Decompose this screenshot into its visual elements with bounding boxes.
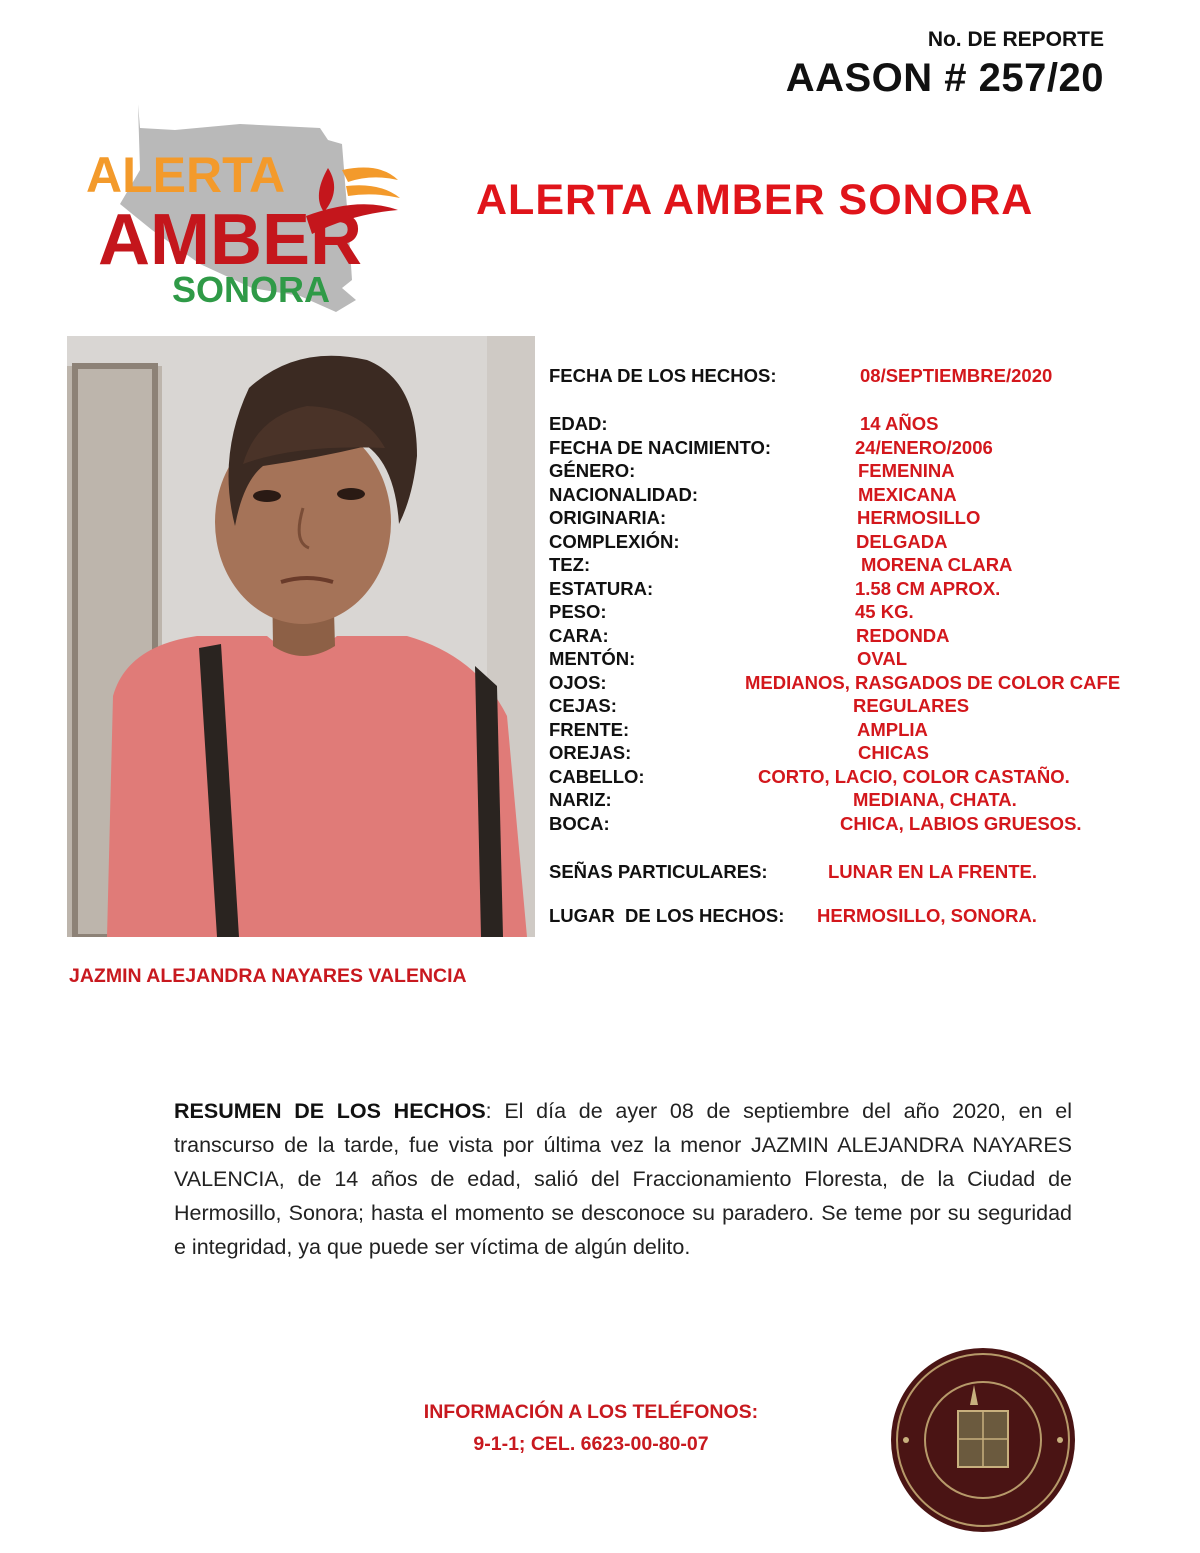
fact-value: CHICA, LABIOS GRUESOS.: [840, 812, 1082, 834]
alerta-amber-sonora-logo: [80, 100, 440, 315]
summary-paragraph: [174, 1094, 1072, 1264]
fact-label: GÉNERO:: [549, 460, 636, 481]
report-number-label: No. DE REPORTE: [927, 28, 1104, 51]
summary-text: : El día de ayer 08 de septiembre del año 2020, en el transcurso de la tarde, fue vista por última vez la menor JAZMIN ALEJANDRA NAYARES VALENCIA, de 14 años de edad, salió del Fraccionamiento Floresta, de la Ciudad de Hermosillo, Sonora; hasta el momento se desconoce su paradero. Se teme por su seguridad e integridad, ya que puede ser víctima de algún delito.: [174, 1099, 1072, 1259]
fact-label: TEZ:: [549, 554, 591, 575]
fact-label: OREJAS:: [549, 742, 632, 763]
fact-value-place: HERMOSILLO, SONORA.: [817, 905, 1037, 926]
fact-value-marks: LUNAR EN LA FRENTE.: [828, 861, 1037, 882]
fact-label: CEJAS:: [549, 695, 617, 716]
fact-label: PESO:: [549, 601, 607, 622]
fact-label: ORIGINARIA:: [549, 507, 667, 528]
fact-value: REGULARES: [853, 695, 970, 716]
fact-label: CABELLO:: [549, 765, 645, 787]
fact-value: MORENA CLARA: [861, 554, 1013, 575]
contact-info: [416, 1396, 766, 1460]
fact-label: NACIONALIDAD:: [549, 483, 699, 505]
fact-label-date: FECHA DE LOS HECHOS:: [549, 365, 777, 386]
fact-label: FRENTE:: [549, 718, 630, 740]
fact-value: CORTO, LACIO, COLOR CASTAÑO.: [758, 765, 1070, 787]
fact-value: MEXICANA: [858, 483, 957, 505]
fact-label: MENTÓN:: [549, 648, 636, 669]
contact-heading: INFORMACIÓN A LOS TELÉFONOS:: [423, 1401, 759, 1423]
fact-value: CHICAS: [858, 742, 929, 763]
fact-value: 14 AÑOS: [860, 413, 939, 434]
logo-word-sonora: SONORA: [172, 269, 331, 310]
fact-label: NARIZ:: [549, 789, 612, 810]
fact-label: FECHA DE NACIMIENTO:: [549, 436, 771, 458]
fact-value: REDONDA: [856, 624, 950, 646]
fact-label-marks: SEÑAS PARTICULARES:: [549, 861, 768, 882]
fact-value: DELGADA: [856, 530, 948, 552]
contact-phones: 9-1-1; CEL. 6623-00-80-07: [473, 1433, 709, 1455]
page-title: ALERTA AMBER SONORA: [476, 176, 1034, 224]
fact-label: OJOS:: [549, 671, 607, 693]
summary-heading: RESUMEN DE LOS HECHOS: [174, 1099, 486, 1123]
fact-label: COMPLEXIÓN:: [549, 530, 680, 552]
fact-value: 24/ENERO/2006: [855, 436, 993, 458]
fiscalia-seal: [888, 1345, 1078, 1535]
fact-value: 45 KG.: [855, 601, 914, 622]
fact-label: BOCA:: [549, 812, 610, 834]
fact-label: CARA:: [549, 624, 609, 646]
logo-word-alerta: ALERTA: [86, 147, 286, 203]
fact-label-place: LUGAR DE LOS HECHOS:: [549, 905, 785, 926]
missing-person-photo: [67, 336, 535, 937]
fact-value: MEDIANA, CHATA.: [853, 789, 1017, 810]
fact-label: EDAD:: [549, 413, 608, 434]
fact-value: HERMOSILLO: [857, 507, 981, 528]
fact-label: ESTATURA:: [549, 577, 654, 599]
fact-value: AMPLIA: [857, 718, 928, 740]
missing-person-name: JAZMIN ALEJANDRA NAYARES VALENCIA: [69, 965, 467, 987]
fact-value: FEMENINA: [858, 460, 955, 481]
fact-value-date: 08/SEPTIEMBRE/2020: [860, 365, 1053, 386]
logo-word-amber: AMBER: [98, 200, 362, 280]
fact-value: 1.58 CM APROX.: [855, 577, 1001, 599]
report-number: AASON # 257/20: [785, 56, 1104, 100]
fact-value: MEDIANOS, RASGADOS DE COLOR CAFE: [745, 671, 1121, 693]
fact-value: OVAL: [857, 648, 908, 669]
